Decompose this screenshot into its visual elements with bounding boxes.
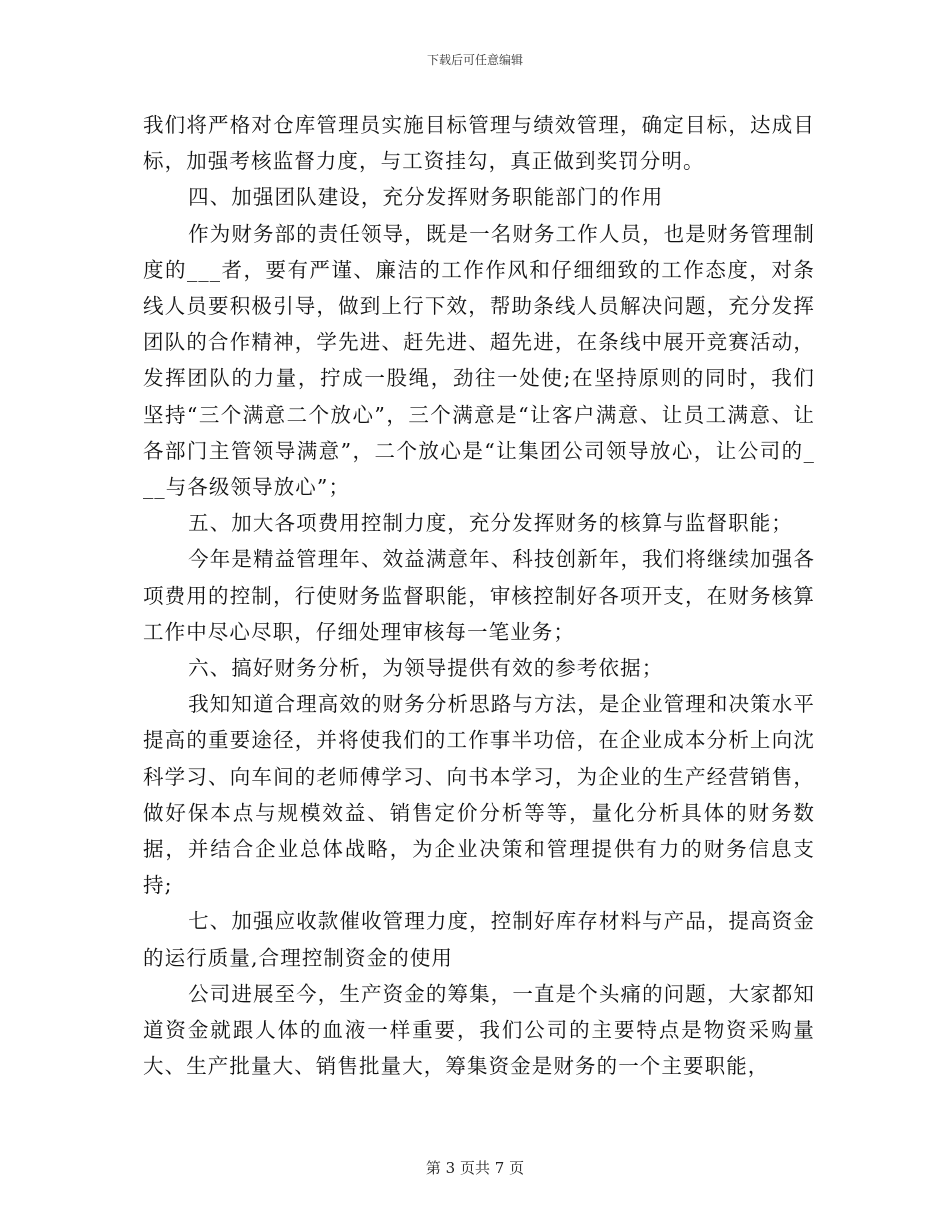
paragraph: 作为财务部的责任领导，既是一名财务工作人员，也是财务管理制度的___者，要有严谨、廉洁的工作作风和仔细细致的工作态度，对条线人员要积极引导，做到上行下效，帮助条线人员解决问题，充分发挥团队的合作精神，学先进、赶先进、超先进，在条线中展开竞赛活动，发挥团队的力量，拧成一股绳，劲往一处使;在坚持原则的同时，我们坚持“三个满意二个放心”，三个满意是“让客户满意、让员工满意、让各部门主管领导满意”，二个放心是“让集团公司领导放心，让公司的___与各级领导放心”； bbox=[143, 221, 815, 500]
page-number: 第 3 页共 7 页 bbox=[425, 1159, 525, 1177]
document-body bbox=[143, 107, 815, 1084]
paragraph: 我知知道合理高效的财务分析思路与方法，是企业管理和决策水平提高的重要途径，并将使我们的工作事半功倍，在企业成本分析上向沈科学习、向车间的老师傅学习、向书本学习，为企业的生产经营销售，做好保本点与规模效益、销售定价分析等等，量化分析具体的财务数据，并结合企业总体战略，为企业决策和管理提供有力的财务信息支持; bbox=[143, 692, 815, 898]
section-heading: 五、加大各项费用控制力度，充分发挥财务的核算与监督职能； bbox=[188, 511, 793, 536]
section-heading: 六、搞好财务分析，为领导提供有效的参考依据； bbox=[188, 656, 664, 681]
section-heading: 四、加强团队建设，充分发挥财务职能部门的作用 bbox=[188, 185, 664, 210]
paragraph: 今年是精益管理年、效益满意年、科技创新年，我们将继续加强各项费用的控制，行使财务监督职能，审核控制好各项开支，在财务核算工作中尽心尽职，仔细处理审核每一笔业务； bbox=[143, 547, 815, 644]
paragraph: 公司进展至今，生产资金的筹集，一直是个头痛的问题，大家都知道资金就跟人体的血液一样重要，我们公司的主要特点是物资采购量大、生产批量大、销售批量大，筹集资金是财务的一个主要职能， bbox=[143, 981, 815, 1079]
page-header-note: 下载后可任意编辑 bbox=[426, 53, 523, 67]
section-heading: 七、加强应收款催收管理力度，控制好库存材料与产品，提高资金的运行质量,合理控制资金的使用 bbox=[143, 909, 815, 970]
paragraph: 我们将严格对仓库管理员实施目标管理与绩效管理，确定目标，达成目标，加强考核监督力度，与工资挂勾，真正做到奖罚分明。 bbox=[143, 113, 815, 174]
